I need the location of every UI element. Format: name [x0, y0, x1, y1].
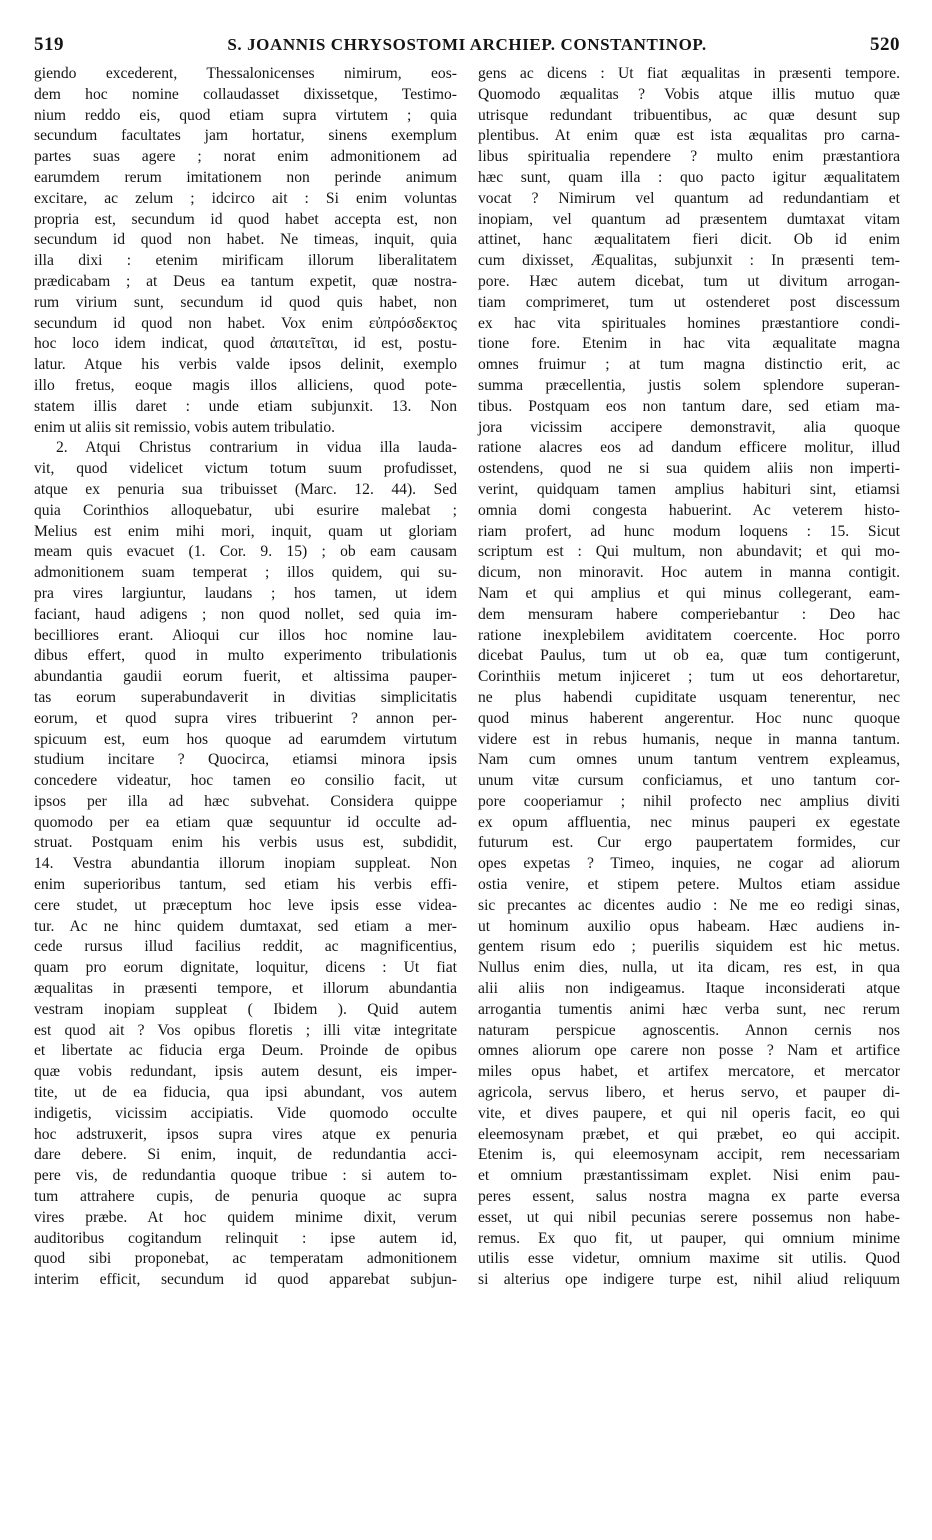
text-line: partes suas agere ; norat enim admonitionem ad	[34, 148, 457, 166]
text-line: indigetis, vicissim accipiatis. Vide quomodo occulte	[34, 1104, 457, 1122]
text-line: riam profert, ad hunc modum loquens : 15. Sicut	[478, 522, 900, 540]
text-line: atque ex penuria sua tribuisset (Marc. 12. 44). Sed	[34, 480, 457, 498]
text-line: summa præcellentia, justis solem splendore superan-	[478, 376, 900, 394]
text-line: attinet, hanc æqualitatem fieri dicit. Ob id enim	[478, 231, 900, 249]
text-line: Nam cum omnes unum tantum ventrem expleamus,	[478, 751, 900, 769]
text-line: quia Corinthios alloquebatur, ubi esurire malebat ;	[34, 501, 457, 519]
page-number-right: 520	[870, 34, 900, 55]
page-number-left: 519	[34, 34, 64, 55]
text-line: abundantia gaudii eorum fuerit, et altissima pauper-	[34, 668, 457, 686]
text-line: illo fretus, eoque magis illos alliciens, quod pote-	[34, 376, 457, 394]
text-line: ostia venire, et stipem petere. Multos etiam assidue	[478, 876, 900, 894]
text-line: quam pro eorum dignitate, loquitur, dicens : Ut fiat	[34, 959, 457, 977]
text-line: secundum id quod non habet. Ne timeas, inquit, quia	[34, 231, 457, 249]
text-line: dibus effert, quod in multo experimento tribulationis	[34, 647, 457, 665]
text-line: ratione alacres eos ad dandum efficere molitur, illud	[478, 439, 900, 457]
text-line: libus spiritualia rependere ? multo enim præstantiora	[478, 148, 900, 166]
text-line: agricola, servus libero, et herus servo, et pauper di-	[478, 1084, 900, 1102]
text-line: cede rursus illud facilius reddit, ac magnificentius,	[34, 938, 457, 956]
text-line: cere studet, ut præceptum hoc leve ipsis esse videa-	[34, 896, 457, 914]
text-line: vocat ? Nimirum vel quantum ad redundantiam et	[478, 189, 900, 207]
text-line: omnes fruimur ; at tum magna distinctio erit, ac	[478, 356, 900, 374]
text-line: giendo excederent, Thessalonicenses nimirum, eos-	[34, 65, 457, 82]
text-line: ut hominum auxilio opus habeam. Hæc audiens in-	[478, 917, 900, 935]
text-line: dem hoc nomine collaudasset dixissetque, Testimo-	[34, 85, 457, 103]
text-line: et omnium præstantissimam explet. Nisi enim pau-	[478, 1167, 900, 1185]
text-line: jora vicissim accipere demonstravit, alia quoque	[478, 418, 900, 436]
text-line: si alterius ope indigere turpe est, nihil aliud reliquum	[478, 1271, 900, 1289]
text-line: alii aliis non indigeamus. Itaque inconsiderati atque	[478, 980, 900, 998]
text-line: utilis esse videtur, omnium maxime sit utilis. Quod	[478, 1250, 900, 1268]
text-line: videre est in rebus humanis, neque in manna tantum.	[478, 730, 900, 748]
text-line: gentem risum edo ; puerilis siquidem est hic metus.	[478, 938, 900, 956]
text-line: et libertate ac fiducia erga Deum. Proinde de opibus	[34, 1042, 457, 1060]
text-line: ostendens, quod ne si sua quidem aliis non imperti-	[478, 460, 900, 478]
text-line: esset, ut qui nibil pecunias serere possemus non habe-	[478, 1208, 900, 1226]
text-line: admonitionem suam temperat ; illos quidem, qui su-	[34, 564, 457, 582]
text-line: ex hac vita spirituales homines præstantiore condi-	[478, 314, 900, 332]
text-line: omnia domi congesta habuerint. Ac veterem histo-	[478, 501, 900, 519]
text-line: nium reddo eis, quod etiam supra virtutem ; quia	[34, 106, 457, 124]
text-line: tibus. Postquam eos non tantum dare, sed etiam ma-	[478, 397, 900, 415]
text-line: latur. Atque his verbis valde ipsos delinit, exemplo	[34, 356, 457, 374]
text-line: 14. Vestra abundantia illorum inopiam suppleat. Non	[34, 855, 457, 873]
text-line: Nam et qui amplius et qui minus collegerant, eam-	[478, 584, 900, 602]
text-line: pore cooperiamur ; nihil profecto nec amplius diviti	[478, 792, 900, 810]
text-line: vestram inopiam suppleat ( Ibidem ). Quid autem	[34, 1000, 457, 1018]
text-line: dicebat Paulus, tum ut ob ea, quæ tum contigerunt,	[478, 647, 900, 665]
text-line: dicum, non minoravit. Hoc autem in manna contigit.	[478, 564, 900, 582]
text-line: verint, quidquam tamen amplius habituri sint, etiamsi	[478, 480, 900, 498]
text-line: ne plus habendi cupiditate usquam tenerentur, nec	[478, 688, 900, 706]
text-line: spicuum est, eum hos quoque ad earumdem virtutum	[34, 730, 457, 748]
text-line: naturam perspicue agnoscentis. Annon cernis nos	[478, 1021, 900, 1039]
text-line: rum virium sunt, secundum id quod quis habet, non	[34, 293, 457, 311]
text-line: vit, quod videlicet victum totum suum profudisset,	[34, 460, 457, 478]
text-line: tione fore. Etenim in hac vita æqualitate magna	[478, 335, 900, 353]
text-line: tite, ut de ea fiducia, qua ipsi abundant, vos autem	[34, 1084, 457, 1102]
text-line: eleemosynam præbet, et qui præbet, eo qui accipit.	[478, 1125, 900, 1143]
text-line: enim ut aliis sit remissio, vobis autem tribulatio.	[34, 418, 336, 436]
text-line: secundum facultates jam hortatur, sinens exemplum	[34, 127, 457, 145]
text-line: quod sibi proponebat, ac temperatam admonitionem	[34, 1250, 457, 1268]
text-line: faciant, haud adigens ; non quod nollet, sed quia im-	[34, 605, 457, 623]
text-line: opes expetas ? Timeo, inquies, ne cogar ad aliorum	[478, 855, 900, 873]
text-line: struat. Postquam enim his verbis usus est, subdidit,	[34, 834, 457, 852]
text-line: concedere videatur, hoc tamen eo consilio facit, ut	[34, 772, 457, 790]
text-line: vite, et dives paupere, et qui nil operis facit, eo qui	[478, 1104, 900, 1122]
text-line: eorum, et quod supra vires tribuerint ? annon per-	[34, 709, 457, 727]
text-line: miles opus habet, et artifex mercatore, et mercator	[478, 1063, 900, 1081]
text-line: secundum id quod non habet. Vox enim εὐπρόσδεκτος	[34, 314, 457, 332]
text-line: plentibus. At enim quæ est ista æqualitas pro carna-	[478, 127, 900, 145]
text-line: Melius est enim mihi mori, inquit, quam ut gloriam	[34, 522, 457, 540]
running-header	[34, 34, 900, 60]
text-line: peres essent, salus nostra magna ex parte eversa	[478, 1188, 900, 1206]
text-line: inopiam, vel quantum ad præsentem dumtaxat vitam	[478, 210, 900, 228]
text-line: tiam comprimeret, tum ut ostenderet post discessum	[478, 293, 900, 311]
text-line: remus. Ex quo fit, ut pauper, qui omnium minime	[478, 1229, 900, 1247]
text-line: est quod ait ? Vos opibus floretis ; illi vitæ integritate	[34, 1021, 457, 1039]
text-line: quomodo per ea etiam quæ sequuntur id occulte ad-	[34, 813, 457, 831]
text-line: sic precantes ac dicentes audio : Ne me eo redigi sinas,	[478, 896, 900, 914]
text-line: hoc loco idem indicat, quod ἀπαιτεῖται, id est, postu-	[34, 335, 457, 353]
text-line: enim superioribus tantum, sed etiam his verbis effi-	[34, 876, 457, 894]
text-line: Nullus enim dies, nulla, ut ita dicam, res est, in qua	[478, 959, 900, 977]
text-line: tur. Ac ne hinc quidem dumtaxat, sed etiam a mer-	[34, 917, 457, 935]
text-line: excitare, ac zelum ; idcirco ait : Si enim voluntas	[34, 189, 457, 207]
text-line: gens ac dicens : Ut fiat æqualitas in præsenti tempore.	[478, 65, 900, 82]
text-line: tum attrahere cupis, de penuria quoque ac supra	[34, 1188, 457, 1206]
text-line: Corinthiis metum injiceret ; tum ut eos dehortaretur,	[478, 668, 900, 686]
text-line: ratione inexplebilem aviditatem coercente. Hoc porro	[478, 626, 900, 644]
text-line: becilliores erant. Alioqui cur illos hoc nomine lau-	[34, 626, 457, 644]
text-line: dem mensuram habere comperiebantur : Deo hac	[478, 605, 900, 623]
text-line: hoc adstruxerit, ipsos supra vires atque ex penuria	[34, 1125, 457, 1143]
text-line: pra vires largiuntur, laudans ; hos tamen, ut idem	[34, 584, 457, 602]
text-line: Quomodo æqualitas ? Vobis atque illis mutuo quæ	[478, 85, 900, 103]
text-line: omnes aliorum ope carere non posse ? Nam et artifice	[478, 1042, 900, 1060]
running-title: S. JOANNIS CHRYSOSTOMI ARCHIEP. CONSTANTINOP.	[227, 35, 707, 54]
text-line: dare debere. Si enim, inquit, de redundantia acci-	[34, 1146, 457, 1164]
text-line: scriptum est : Qui multum, non abundavit; et qui mo-	[478, 543, 900, 561]
text-line: earumdem rerum imitationem non perinde animum	[34, 168, 457, 186]
text-line: auditoribus cogitandum relinquit : ipse autem id,	[34, 1229, 457, 1247]
text-line: studium incitare ? Quocirca, etiamsi minora ipsis	[34, 751, 457, 769]
text-line: vires præbe. At hoc quidem minime dixit, verum	[34, 1208, 457, 1226]
text-line: ipsos per illa ad hæc subvehat. Considera quippe	[34, 792, 457, 810]
text-line: pore. Hæc autem dicebat, tum ut divitum arrogan-	[478, 272, 900, 290]
text-line: pere vis, de redundantia quoque tribue : si autem to-	[34, 1167, 457, 1185]
text-line: quod minus haberent angerentur. Hoc nunc quoque	[478, 709, 900, 727]
right-column	[478, 64, 900, 1291]
text-line: ex opum affluentia, nec minus pauperi ex egestate	[478, 813, 900, 831]
text-line: illa dixi : etenim mirificam illorum liberalitatem	[34, 252, 457, 270]
text-line: utrisque redundant tribuentibus, ac quæ desunt sup	[478, 106, 900, 124]
text-line: tas eorum superabundaverit in divitias simplicitatis	[34, 688, 457, 706]
text-line: statem illis daret : unde etiam subjunxit. 13. Non	[34, 397, 457, 415]
text-line: 2. Atqui Christus contrarium in vidua illa lauda-	[56, 439, 457, 457]
text-line: quæ vobis redundant, ipsis autem desunt, eis imper-	[34, 1063, 457, 1081]
text-line: arrogantia tumentis animi hæc verba sunt, nec rerum	[478, 1000, 900, 1018]
text-line: æqualitas in præsenti tempore, et illorum abundantia	[34, 980, 457, 998]
text-line: cum dixisset, Æqualitas, subjunxit : In præsenti tem-	[478, 252, 900, 270]
left-column	[34, 64, 457, 1291]
text-line: Etenim is, qui eleemosynam accipit, rem necessariam	[478, 1146, 900, 1164]
text-line: futurum est. Cur ergo paupertatem formides, cur	[478, 834, 900, 852]
text-line: unum vitæ cursum conficiamus, et uno tantum cor-	[478, 772, 900, 790]
text-line: meam quis evacuet (1. Cor. 9. 15) ; ob eam causam	[34, 543, 457, 561]
text-line: prædicabam ; at Deus ea tantum expetit, quæ nostra-	[34, 272, 457, 290]
text-line: interim efficit, secundum id quod apparebat subjun-	[34, 1271, 457, 1289]
text-line: propria est, secundum id quod habet accepta est, non	[34, 210, 457, 228]
text-line: hæc sunt, quam illa : quo pacto igitur æqualitatem	[478, 168, 900, 186]
